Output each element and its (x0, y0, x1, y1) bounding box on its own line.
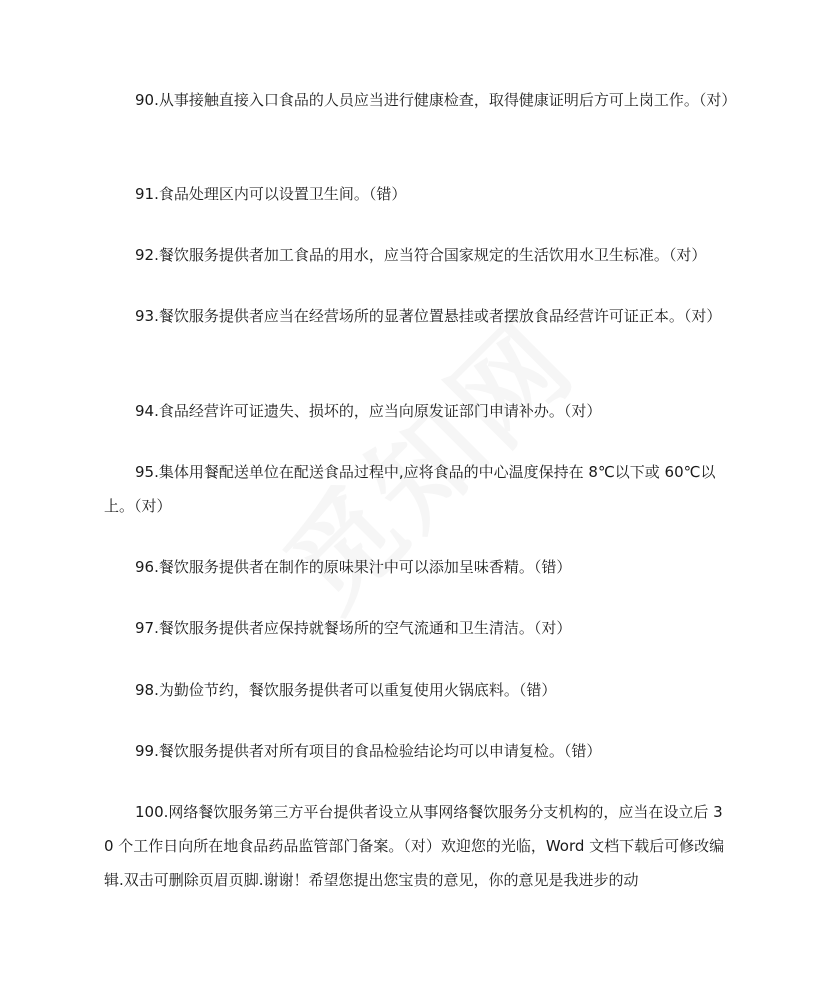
question-100: 100.网络餐饮服务第三方平台提供者设立从事网络餐饮服务分支机构的，应当在设立后 30 个工作日向所在地食品药品监管部门备案。（对）欢迎您的光临，Word 文档下载后可修改编辑.双击可删除页眉页脚.谢谢！希望您提出您宝贵的意见，你的意见是我进步的动 (104, 803, 725, 889)
question-93: 93.餐饮服务提供者应当在经营场所的显著位置悬挂或者摆放食品经营许可证正本。（对） (135, 307, 722, 325)
question-99: 99.餐饮服务提供者对所有项目的食品检验结论均可以申请复检。（错） (135, 742, 602, 760)
question-95: 95.集体用餐配送单位在配送食品过程中,应将食品的中心温度保持在 8℃以下或 60℃以上。（对） (104, 463, 716, 515)
question-98: 98.为勤俭节约，餐饮服务提供者可以重复使用火锅底料。（错） (135, 681, 557, 699)
question-94: 94.食品经营许可证遗失、损坏的，应当向原发证部门申请补办。（对） (135, 402, 602, 420)
question-91: 91.食品处理区内可以设置卫生间。（错） (135, 185, 407, 203)
question-92: 92.餐饮服务提供者加工食品的用水，应当符合国家规定的生活饮用水卫生标准。（对） (135, 246, 707, 264)
question-97: 97.餐饮服务提供者应保持就餐场所的空气流通和卫生清洁。（对） (135, 619, 572, 637)
question-96: 96.餐饮服务提供者在制作的原味果汁中可以添加呈味香精。（错） (135, 558, 572, 576)
question-90: 90.从事接触直接入口食品的人员应当进行健康检查，取得健康证明后方可上岗工作。（对） (135, 91, 737, 109)
